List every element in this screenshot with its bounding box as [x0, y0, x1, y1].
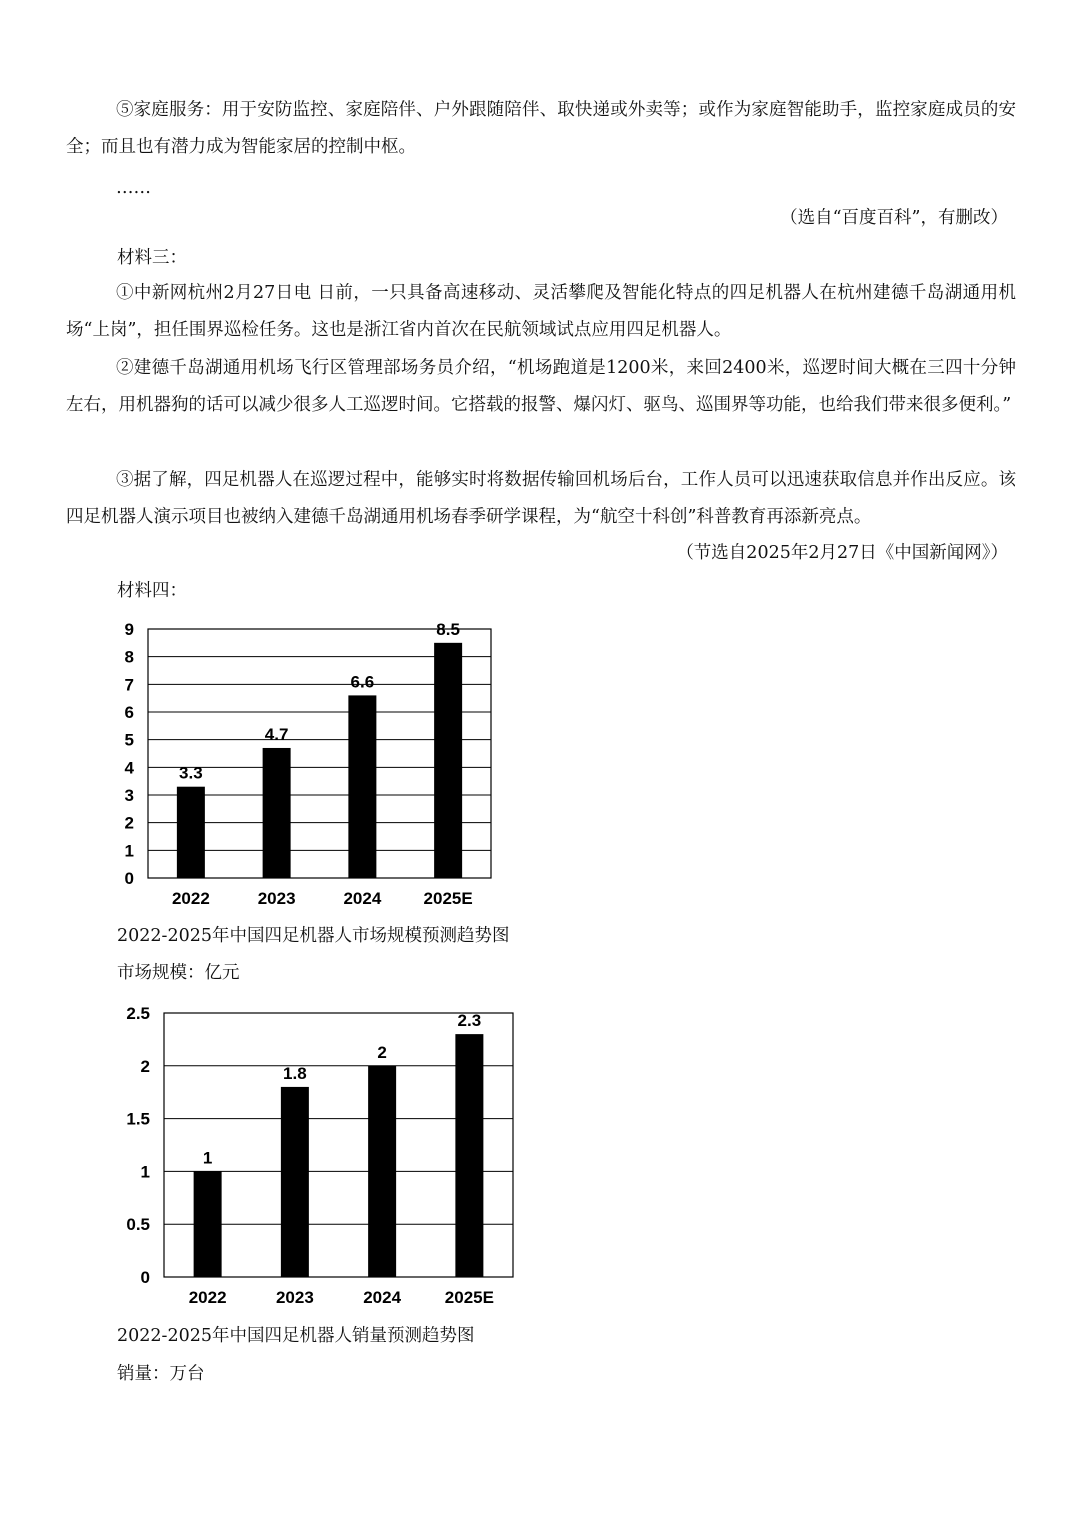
material-4-title: 材料四： — [117, 581, 187, 601]
sales-volume-chart — [100, 998, 540, 1317]
paragraph-home-service: ⑤家庭服务：用于安防监控、家庭陪伴、户外跟随陪伴、取快递或外卖等；或作为家庭智能助手，监控家庭成员的安全；而且也有潜力成为智能家居的控制中枢。 — [66, 100, 1016, 157]
source-news: （节选自2025年2月27日《中国新闻网》） — [676, 543, 1008, 563]
source-baidu: （选自“百度百科”，有删改） — [780, 208, 1008, 228]
chart-1-unit: 市场规模：亿元 — [117, 963, 240, 983]
x-tick-label: 2024 — [343, 889, 382, 908]
bar-value-label: 6.6 — [350, 672, 375, 692]
y-tick-label: 9 — [124, 620, 134, 639]
y-tick-label: 4 — [124, 758, 134, 778]
x-tick-label: 2022 — [171, 889, 210, 908]
chart-2-unit: 销量：万台 — [117, 1364, 205, 1384]
chart-2-title: 2022-2025年中国四足机器人销量预测趋势图 — [117, 1326, 475, 1346]
x-tick-label: 2025E — [423, 889, 473, 908]
y-tick-label: 0 — [124, 869, 134, 888]
market-size-chart — [100, 612, 520, 916]
bar-value-label: 8.5 — [436, 619, 460, 639]
material-3-paragraph-3: ③据了解，四足机器人在巡逻过程中，能够实时将数据传输回机场后台，工作人员可以迅速获取信息并作出反应。该四足机器人演示项目也被纳入建德千岛湖通用机场春季研学课程，为“航空十科创”科普教育再添新亮点。 — [66, 470, 1016, 527]
material-3-paragraph-1: ①中新网杭州2月27日电 日前，一只具备高速移动、灵活攀爬及智能化特点的四足机器人在杭州建德千岛湖通用机场“上岗”，担任围界巡检任务。这也是浙江省内首次在民航领域试点应用四足机器人。 — [66, 283, 1016, 340]
y-tick-label: 7 — [124, 675, 134, 695]
ellipsis: …… — [116, 178, 151, 198]
x-tick-label: 2022 — [188, 1288, 227, 1307]
y-tick-label: 1.5 — [126, 1109, 150, 1129]
bar — [368, 1066, 396, 1277]
bar — [281, 1087, 309, 1277]
y-tick-label: 0.5 — [126, 1215, 150, 1235]
x-tick-label: 2025E — [444, 1288, 494, 1307]
x-tick-label: 2023 — [275, 1288, 314, 1307]
bar — [263, 748, 291, 878]
y-tick-label: 5 — [124, 730, 134, 750]
material-3-paragraph-2: ②建德千岛湖通用机场飞行区管理部场务员介绍，“机场跑道是1200米，来回2400米，巡逻时间大概在三四十分钟左右，用机器狗的话可以减少很多人工巡逻时间。它搭载的报警、爆闪灯、驱鸟、巡围界等功能，也给我们带来很多便利。” — [66, 358, 1016, 415]
bar-value-label: 3.3 — [179, 763, 203, 783]
bar — [194, 1171, 222, 1277]
y-tick-label: 1 — [140, 1162, 150, 1182]
y-tick-label: 0 — [140, 1268, 150, 1287]
bar — [348, 695, 376, 878]
bar — [177, 787, 205, 878]
bar-value-label: 1.8 — [283, 1063, 307, 1083]
bar-value-label: 2 — [377, 1042, 387, 1062]
bar-value-label: 4.7 — [264, 724, 289, 744]
y-tick-label: 2 — [140, 1056, 150, 1076]
y-tick-label: 2 — [124, 813, 134, 833]
sales-volume-chart-svg — [100, 998, 540, 1313]
y-tick-label: 8 — [124, 647, 134, 667]
x-tick-label: 2024 — [363, 1288, 402, 1307]
market-size-chart-svg — [100, 612, 520, 912]
chart-1-title: 2022-2025年中国四足机器人市场规模预测趋势图 — [117, 926, 510, 946]
material-3-title: 材料三： — [117, 248, 187, 268]
x-tick-label: 2023 — [257, 889, 296, 908]
y-tick-label: 2.5 — [126, 1004, 150, 1023]
y-tick-label: 1 — [124, 841, 134, 861]
y-tick-label: 3 — [124, 786, 134, 805]
bar — [434, 643, 462, 878]
bar — [455, 1034, 483, 1277]
bar-value-label: 1 — [202, 1148, 213, 1168]
y-tick-label: 6 — [124, 703, 134, 722]
bar-value-label: 2.3 — [457, 1011, 482, 1031]
